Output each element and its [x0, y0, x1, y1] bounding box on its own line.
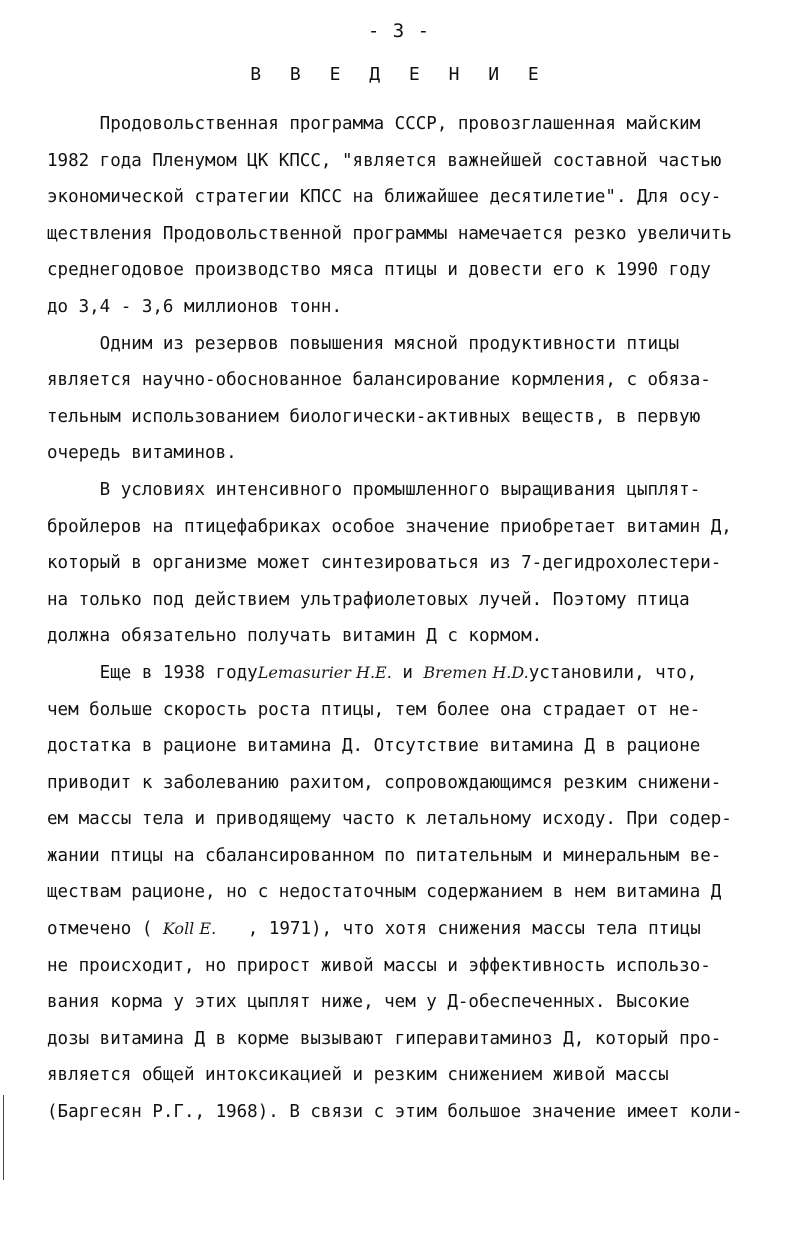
text-line: Продовольственная программа СССР, провозглашенная майским — [47, 114, 701, 134]
text-line-with-handwriting — [47, 655, 767, 692]
page-number: - 3 - — [367, 20, 431, 42]
handwritten-author: Lemasurier H.E. — [257, 662, 392, 682]
text-line: приводит к заболеванию рахитом, сопровождающимся резким снижени- — [47, 772, 722, 793]
text-line: ществления Продовольственной программы намечается резко увеличить — [47, 223, 732, 244]
text-line: который в организме может синтезироваться из 7-дегидрохолестери- — [47, 553, 722, 574]
text-line: (Баргесян Р.Г., 1968). В связи с этим большое значение имеет коли- — [47, 1102, 743, 1123]
body-text — [47, 106, 767, 1131]
text-line: очередь витаминов. — [47, 443, 237, 464]
section-title: В В Е Д Е Н И Е — [250, 64, 548, 85]
text-line-with-handwriting — [47, 911, 767, 948]
text-line: бройлеров на птицефабриках особое значение приобретает витамин Д, — [47, 516, 732, 537]
line-mid: и — [391, 662, 424, 683]
line-pre: отмечено ( — [47, 919, 163, 940]
line-post: установили, что, — [528, 662, 698, 683]
text-line: среднегодовое производство мяса птицы и довести его к 1990 году — [47, 260, 711, 281]
text-line: жании птицы на сбалансированном по питательным и минеральным ве- — [47, 845, 722, 866]
text-line: тельным использованием биологически-активных веществ, в первую — [47, 406, 701, 427]
text-line: ществам рационе, но с недостаточным содержанием в нем витамина Д — [47, 882, 722, 903]
line-post: , 1971), что хотя снижения массы тела птицы — [216, 919, 701, 940]
text-line: является общей интоксикацией и резким снижением живой массы — [47, 1065, 669, 1086]
text-line: В условиях интенсивного промышленного выращивания цыплят- — [47, 479, 701, 500]
text-line: не происходит, но прирост живой массы и эффективность использо- — [47, 955, 711, 976]
text-line: чем больше скорость роста птицы, тем более она страдает от не- — [47, 699, 701, 720]
text-line: Одним из резервов повышения мясной продуктивности птицы — [47, 333, 680, 354]
text-line: является научно-обоснованное балансирование кормления, с обяза- — [47, 370, 711, 391]
text-line: экономической стратегии КПСС на ближайшее десятилетие". Для осу- — [47, 187, 722, 208]
text-line: на только под действием ультрафиолетовых лучей. Поэтому птица — [47, 589, 690, 610]
text-line: вания корма у этих цыплят ниже, чем у Д-обеспеченных. Высокие — [47, 992, 690, 1013]
handwritten-author: Koll E. — [162, 919, 217, 939]
text-line: ем массы тела и приводящему часто к летальному исходу. При содер- — [47, 809, 732, 830]
line-pre: Еще в 1938 году — [47, 662, 258, 683]
text-line: до 3,4 - 3,6 миллионов тонн. — [47, 296, 343, 317]
handwritten-author: Bremen H.D. — [423, 662, 529, 682]
text-line: дозы витамина Д в корме вызывают гипеpавитаминоз Д, который про- — [47, 1028, 722, 1049]
text-line: должна обязательно получать витамин Д с кормом. — [47, 626, 543, 647]
text-line: достатка в рационе витамина Д. Отсутствие витамина Д в рационе — [47, 736, 701, 757]
text-line: 1982 года Пленумом ЦК КПСС, "является важнейшей составной частью — [47, 150, 722, 171]
scan-margin-line — [3, 1095, 4, 1180]
